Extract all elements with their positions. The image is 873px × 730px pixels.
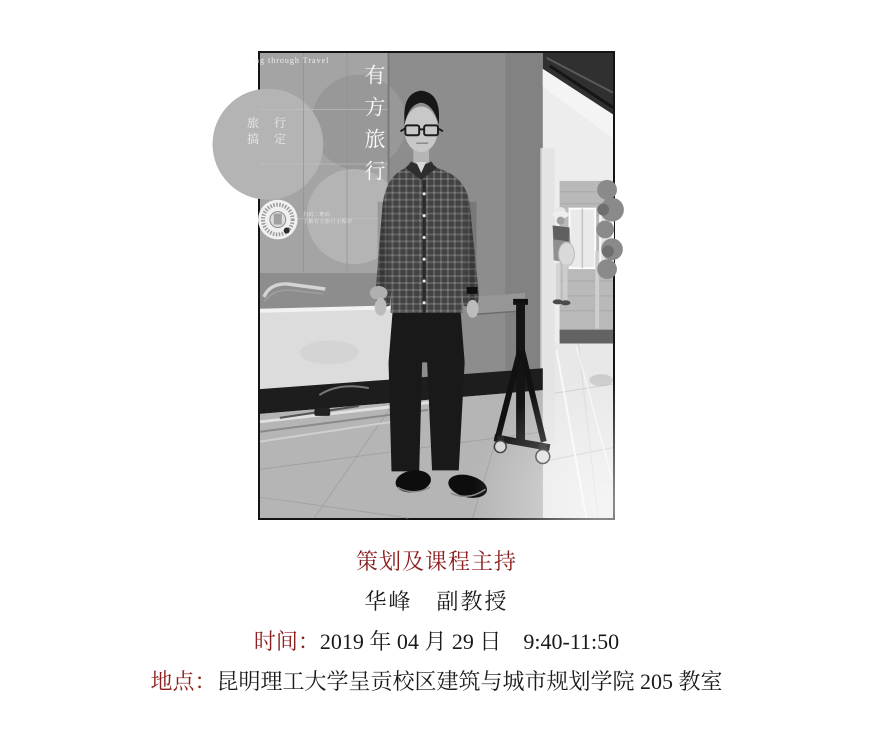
poster-partial-text-2: 搞 定 xyxy=(247,132,293,146)
time-value: 2019 年 04 月 29 日 9:40-11:50 xyxy=(319,629,620,654)
lamp-post xyxy=(595,251,599,328)
poster-partial-text-1: 旅 行 xyxy=(247,116,293,130)
wristwatch xyxy=(467,287,478,294)
caption-block xyxy=(0,542,873,702)
poster-qr-logo xyxy=(258,200,298,240)
foliage xyxy=(596,180,624,279)
location-label: 地点： xyxy=(150,669,217,694)
rolled-cuff xyxy=(370,286,388,300)
hand xyxy=(375,298,387,316)
poster-logo-caption-1: 扫码二维码 xyxy=(303,213,331,218)
hand xyxy=(467,300,479,318)
presenter-name: 华峰 副教授 xyxy=(364,589,509,614)
travel-poster xyxy=(213,53,407,273)
poster-logo-caption-2: 了解有方旅行小程序 xyxy=(303,220,353,225)
poster-vertical-title: 有方旅行 xyxy=(362,64,386,192)
location-value: 昆明理工大学呈贡校区建筑与城市规划学院 205 教室 xyxy=(216,669,723,694)
poster-english-tagline: ng through Travel xyxy=(255,56,330,65)
tote-bag xyxy=(559,242,575,266)
location-line xyxy=(0,662,873,702)
photo-scene xyxy=(260,53,613,518)
event-photo xyxy=(247,51,615,520)
time-line xyxy=(0,622,873,662)
time-label: 时间： xyxy=(253,629,320,654)
role-title: 策划及课程主持 xyxy=(355,549,517,574)
